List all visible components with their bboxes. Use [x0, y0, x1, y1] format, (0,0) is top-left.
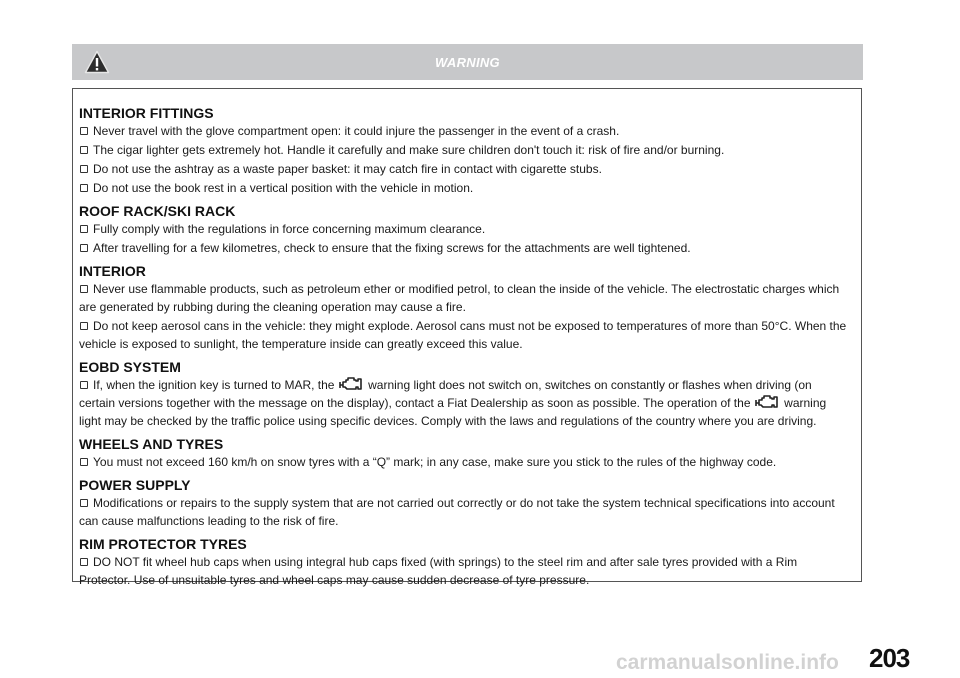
- bullet-box-icon: [80, 244, 88, 252]
- bullet-item: [79, 239, 847, 257]
- bullet-box-icon: [80, 322, 88, 330]
- bullet-text: Do not keep aerosol cans in the vehicle: they might explode. Aerosol cans must not be exposed to temperatures of more than 50°C. When the vehicle is exposed to sunlight, the temperature inside can greatly exceed this value.: [79, 319, 847, 351]
- bullet-text: If, when the ignition key is turned to MAR, the: [93, 378, 338, 392]
- bullet-item: [79, 553, 847, 589]
- section-heading-rim-protector: RIM PROTECTOR TYRES: [79, 536, 247, 552]
- bullet-text: After travelling for a few kilometres, check to ensure that the fixing screws for the attachments are well tightened.: [93, 241, 691, 255]
- bullet-box-icon: [80, 381, 88, 389]
- bullet-text: Never travel with the glove compartment open: it could injure the passenger in the event of a crash.: [93, 124, 620, 138]
- bullet-item: [79, 317, 847, 353]
- bullet-text: DO NOT fit wheel hub caps when using integral hub caps fixed (with springs) to the steel rim and after sale tyres provided with a Rim Protector. Use of unsuitable tyres and wheel caps may cause sudden decrease of tyre pressure.: [79, 555, 798, 587]
- bullet-item: [79, 160, 847, 178]
- bullet-item: [79, 494, 847, 530]
- section-heading-interior-fittings: INTERIOR FITTINGS: [79, 105, 214, 121]
- bullet-box-icon: [80, 458, 88, 466]
- bullet-item: [79, 179, 847, 197]
- bullet-item: [79, 453, 847, 471]
- warning-title: WARNING: [435, 55, 500, 70]
- section-heading-wheels: WHEELS AND TYRES: [79, 436, 224, 452]
- bullet-text: Do not use the book rest in a vertical position with the vehicle in motion.: [93, 181, 474, 195]
- bullet-box-icon: [80, 165, 88, 173]
- bullet-box-icon: [80, 285, 88, 293]
- warning-banner: [72, 44, 863, 80]
- bullet-item: [79, 280, 847, 316]
- watermark: carmanualsonline.info: [616, 651, 839, 674]
- section-heading-roof-rack: ROOF RACK/SKI RACK: [79, 203, 236, 219]
- bullet-text: Fully comply with the regulations in force concerning maximum clearance.: [93, 222, 486, 236]
- bullet-box-icon: [80, 184, 88, 192]
- section-heading-interior: INTERIOR: [79, 263, 146, 279]
- bullet-box-icon: [80, 127, 88, 135]
- section-heading-eobd: EOBD SYSTEM: [79, 359, 181, 375]
- bullet-box-icon: [80, 225, 88, 233]
- warning-content-box: [72, 88, 862, 587]
- bullet-text: warning light does not switch on, switches on constantly or flashes when driving (on certain versions together with the message on the display), contact a Fiat Dealership as soon as possible. The operation of the: [79, 378, 812, 410]
- engine-warning-icon: [339, 377, 363, 391]
- bullet-text: You must not exceed 160 km/h on snow tyres with a “Q” mark; in any case, make sure you stick to the rules of the highway code.: [93, 455, 777, 469]
- bullet-item: [79, 141, 847, 159]
- bullet-text: The cigar lighter gets extremely hot. Handle it carefully and make sure children don't touch it: risk of fire and/or burning.: [93, 143, 725, 157]
- bullet-item: [79, 376, 847, 430]
- bullet-box-icon: [80, 146, 88, 154]
- bullet-box-icon: [80, 558, 88, 566]
- bullet-text: Do not use the ashtray as a waste paper basket: it may catch fire in contact with cigarette stubs.: [93, 162, 602, 176]
- bullet-item: [79, 220, 847, 238]
- bullet-item: [79, 122, 847, 140]
- bullet-text: Never use flammable products, such as petroleum ether or modified petrol, to clean the inside of the vehicle. The electrostatic charges which are generated by rubbing during the cleaning operation may cause a fire.: [79, 282, 840, 314]
- bullet-box-icon: [80, 499, 88, 507]
- engine-warning-icon: [755, 395, 779, 409]
- bullet-text: warning light may be checked by the traffic police using specific devices. Comply with the laws and regulations of the country where you are driving.: [79, 396, 827, 428]
- page-number: 203: [869, 643, 910, 673]
- bullet-text: Modifications or repairs to the supply system that are not carried out correctly or do not take the system technical specifications into account can cause malfunctions leading to the risk of fire.: [79, 496, 835, 528]
- section-heading-power-supply: POWER SUPPLY: [79, 477, 191, 493]
